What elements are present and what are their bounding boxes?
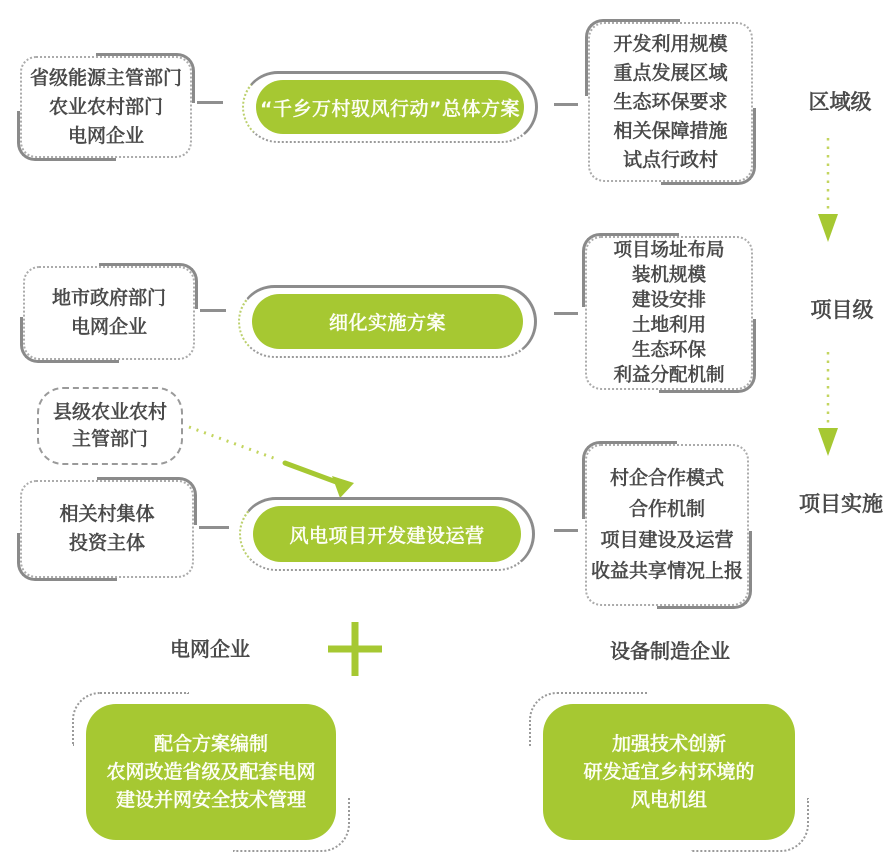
connector-line xyxy=(554,103,578,106)
village-actors-box xyxy=(20,480,194,578)
implementation-content-box xyxy=(585,444,749,606)
connector-line xyxy=(200,309,226,312)
box-line: 电网企业 xyxy=(67,124,144,147)
box-text xyxy=(585,444,749,606)
box-line: 县级农业农村 xyxy=(52,401,167,423)
dotted-corner-icon xyxy=(691,798,809,852)
box-line: 利益分配机制 xyxy=(613,365,725,386)
equipment-company-label: 设备制造企业 xyxy=(610,639,730,663)
province-actors-box xyxy=(20,56,192,158)
down-arrow-icon xyxy=(813,350,843,462)
box-line: 收益共享情况上报 xyxy=(590,560,743,582)
project-content-box xyxy=(585,236,753,390)
connector-line xyxy=(554,312,578,315)
wind-project-pill xyxy=(253,506,521,562)
detailed-plan-pill xyxy=(252,294,523,349)
box-line: 电网企业 xyxy=(70,316,147,338)
box-line: 农网改造省级及配套电网 xyxy=(106,761,316,783)
box-line: 地市政府部门 xyxy=(51,287,166,309)
box-line: 合作机制 xyxy=(628,498,705,520)
connector-line xyxy=(554,529,578,532)
box-text xyxy=(20,56,192,158)
pill-ring xyxy=(242,71,538,143)
box-line: 项目场址布局 xyxy=(613,240,725,261)
stage-label-project: 项目级 xyxy=(810,298,874,322)
grid-task-box xyxy=(86,704,336,840)
box-text xyxy=(23,266,195,360)
city-actors-box xyxy=(23,266,195,360)
county-authority-box xyxy=(37,387,183,465)
down-arrow-icon xyxy=(813,136,843,248)
box-text xyxy=(588,22,753,182)
box-line: 风电机组 xyxy=(630,789,707,811)
box-line: 加强技术创新 xyxy=(611,733,726,755)
dotted-corner-icon xyxy=(72,692,189,746)
dotted-corner-icon xyxy=(529,692,647,746)
box-line: 生态环保要求 xyxy=(613,90,728,113)
connector-line xyxy=(199,526,229,529)
pill-ring xyxy=(238,285,537,358)
box-line: 建设安排 xyxy=(631,290,706,311)
box-text xyxy=(585,236,753,390)
box-line: 试点行政村 xyxy=(622,148,718,171)
dotted-corner-icon xyxy=(233,798,350,852)
box-line: 开发利用规模 xyxy=(613,32,728,55)
grid-company-label: 电网企业 xyxy=(170,637,250,661)
overall-plan-pill xyxy=(256,80,524,134)
stage-label-regional: 区域级 xyxy=(808,90,872,114)
box-line: 土地利用 xyxy=(631,315,706,336)
pill-label: “千乡万村驭风行动”总体方案 xyxy=(260,97,520,120)
box-line: 省级能源主管部门 xyxy=(29,66,182,89)
equipment-task-box xyxy=(543,704,795,840)
stage-label-implementation: 项目实施 xyxy=(799,492,883,516)
box-line: 装机规模 xyxy=(631,265,706,286)
box-line: 配合方案编制 xyxy=(153,733,268,755)
box-line: 研发适宜乡村环境的 xyxy=(583,761,755,783)
connector-line xyxy=(197,101,223,104)
box-line: 重点发展区域 xyxy=(613,61,728,84)
box-line: 投资主体 xyxy=(68,532,145,554)
pill-label: 细化实施方案 xyxy=(328,312,446,334)
box-text xyxy=(20,480,194,578)
box-line: 生态环保 xyxy=(631,340,706,361)
plus-icon xyxy=(328,622,382,676)
box-line: 项目建设及运营 xyxy=(600,529,734,551)
pill-ring xyxy=(239,497,535,571)
box-line: 相关村集体 xyxy=(59,503,155,525)
regional-content-box xyxy=(588,22,753,182)
pill-label: 风电项目开发建设运营 xyxy=(289,524,485,547)
box-line: 相关保障措施 xyxy=(613,119,728,142)
box-line: 建设并网安全技术管理 xyxy=(115,789,306,811)
box-line: 主管部门 xyxy=(71,428,148,450)
box-line: 农业农村部门 xyxy=(48,95,163,118)
diagonal-arrow-icon xyxy=(182,420,367,505)
box-line: 村企合作模式 xyxy=(609,467,724,489)
